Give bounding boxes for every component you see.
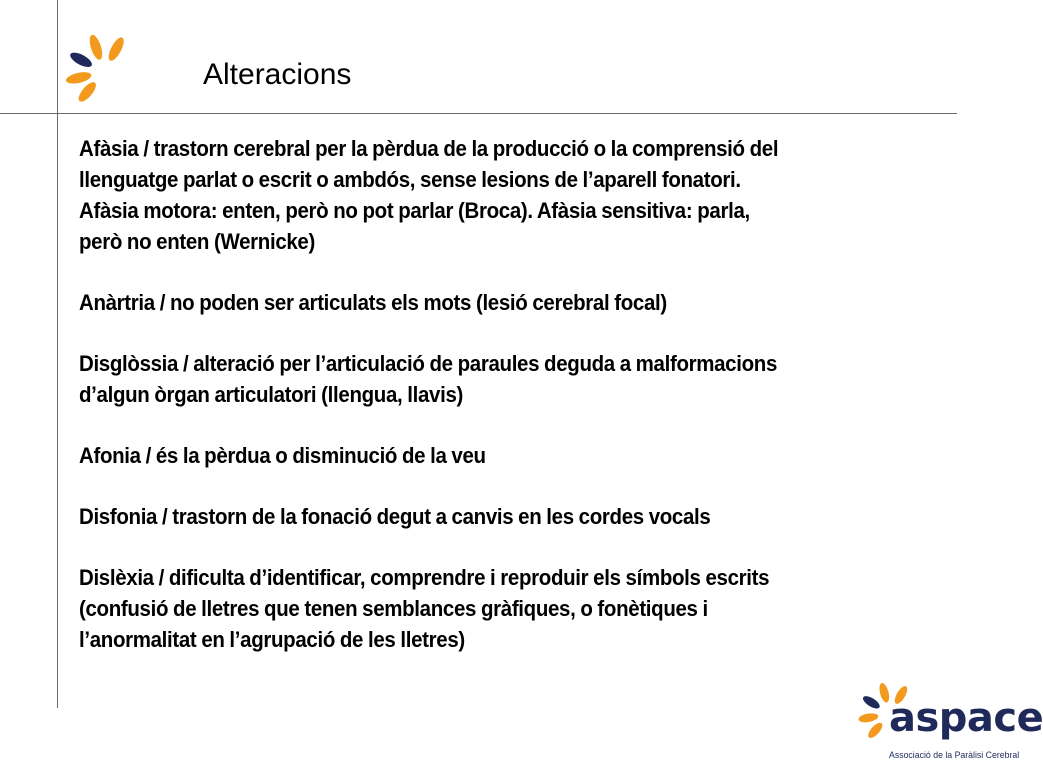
brand-wordmark: aspace bbox=[889, 695, 1043, 741]
paragraph-line: Anàrtria / no poden ser articulats els mots (lesió cerebral focal) bbox=[79, 290, 667, 315]
paragraph-line: Afàsia motora: enten, però no pot parlar (Broca). Afàsia sensitiva: parla, bbox=[79, 198, 750, 223]
paragraph-line: Disfonia / trastorn de la fonació degut a canvis en les cordes vocals bbox=[79, 504, 711, 529]
paragraph-line: (confusió de lletres que tenen semblances gràfiques, o fonètiques i bbox=[79, 596, 708, 621]
paragraph-line: Afonia / és la pèrdua o disminució de la veu bbox=[79, 443, 486, 468]
paragraph-afasia bbox=[79, 133, 999, 257]
paragraph-anartria bbox=[79, 287, 999, 318]
paragraph-dislexia bbox=[79, 562, 999, 655]
paragraph-disfonia bbox=[79, 501, 999, 532]
sunburst-logo-icon bbox=[54, 26, 152, 116]
paragraph-line: d’algun òrgan articulatori (llengua, llavis) bbox=[79, 382, 463, 407]
paragraph-line: Disglòssia / alteració per l’articulació de paraules deguda a malformacions bbox=[79, 351, 777, 376]
brand-tagline: Associació de la Paràlisi Cerebral bbox=[889, 750, 1020, 761]
slide-body bbox=[79, 133, 959, 685]
slide-title: Alteracions bbox=[203, 58, 352, 91]
paragraph-afonia bbox=[79, 440, 999, 471]
paragraph-line: Afàsia / trastorn cerebral per la pèrdua de la producció o la comprensió del bbox=[79, 136, 779, 161]
paragraph-line: Dislèxia / dificulta d’identificar, comprendre i reproduir els símbols escrits bbox=[79, 565, 770, 590]
paragraph-line: l’anormalitat en l’agrupació de les lletres) bbox=[79, 627, 465, 652]
paragraph-line: llenguatge parlat o escrit o ambdós, sense lesions de l’aparell fonatori. bbox=[79, 167, 741, 192]
paragraph-disglossia bbox=[79, 348, 999, 410]
paragraph-line: però no enten (Wernicke) bbox=[79, 229, 315, 254]
